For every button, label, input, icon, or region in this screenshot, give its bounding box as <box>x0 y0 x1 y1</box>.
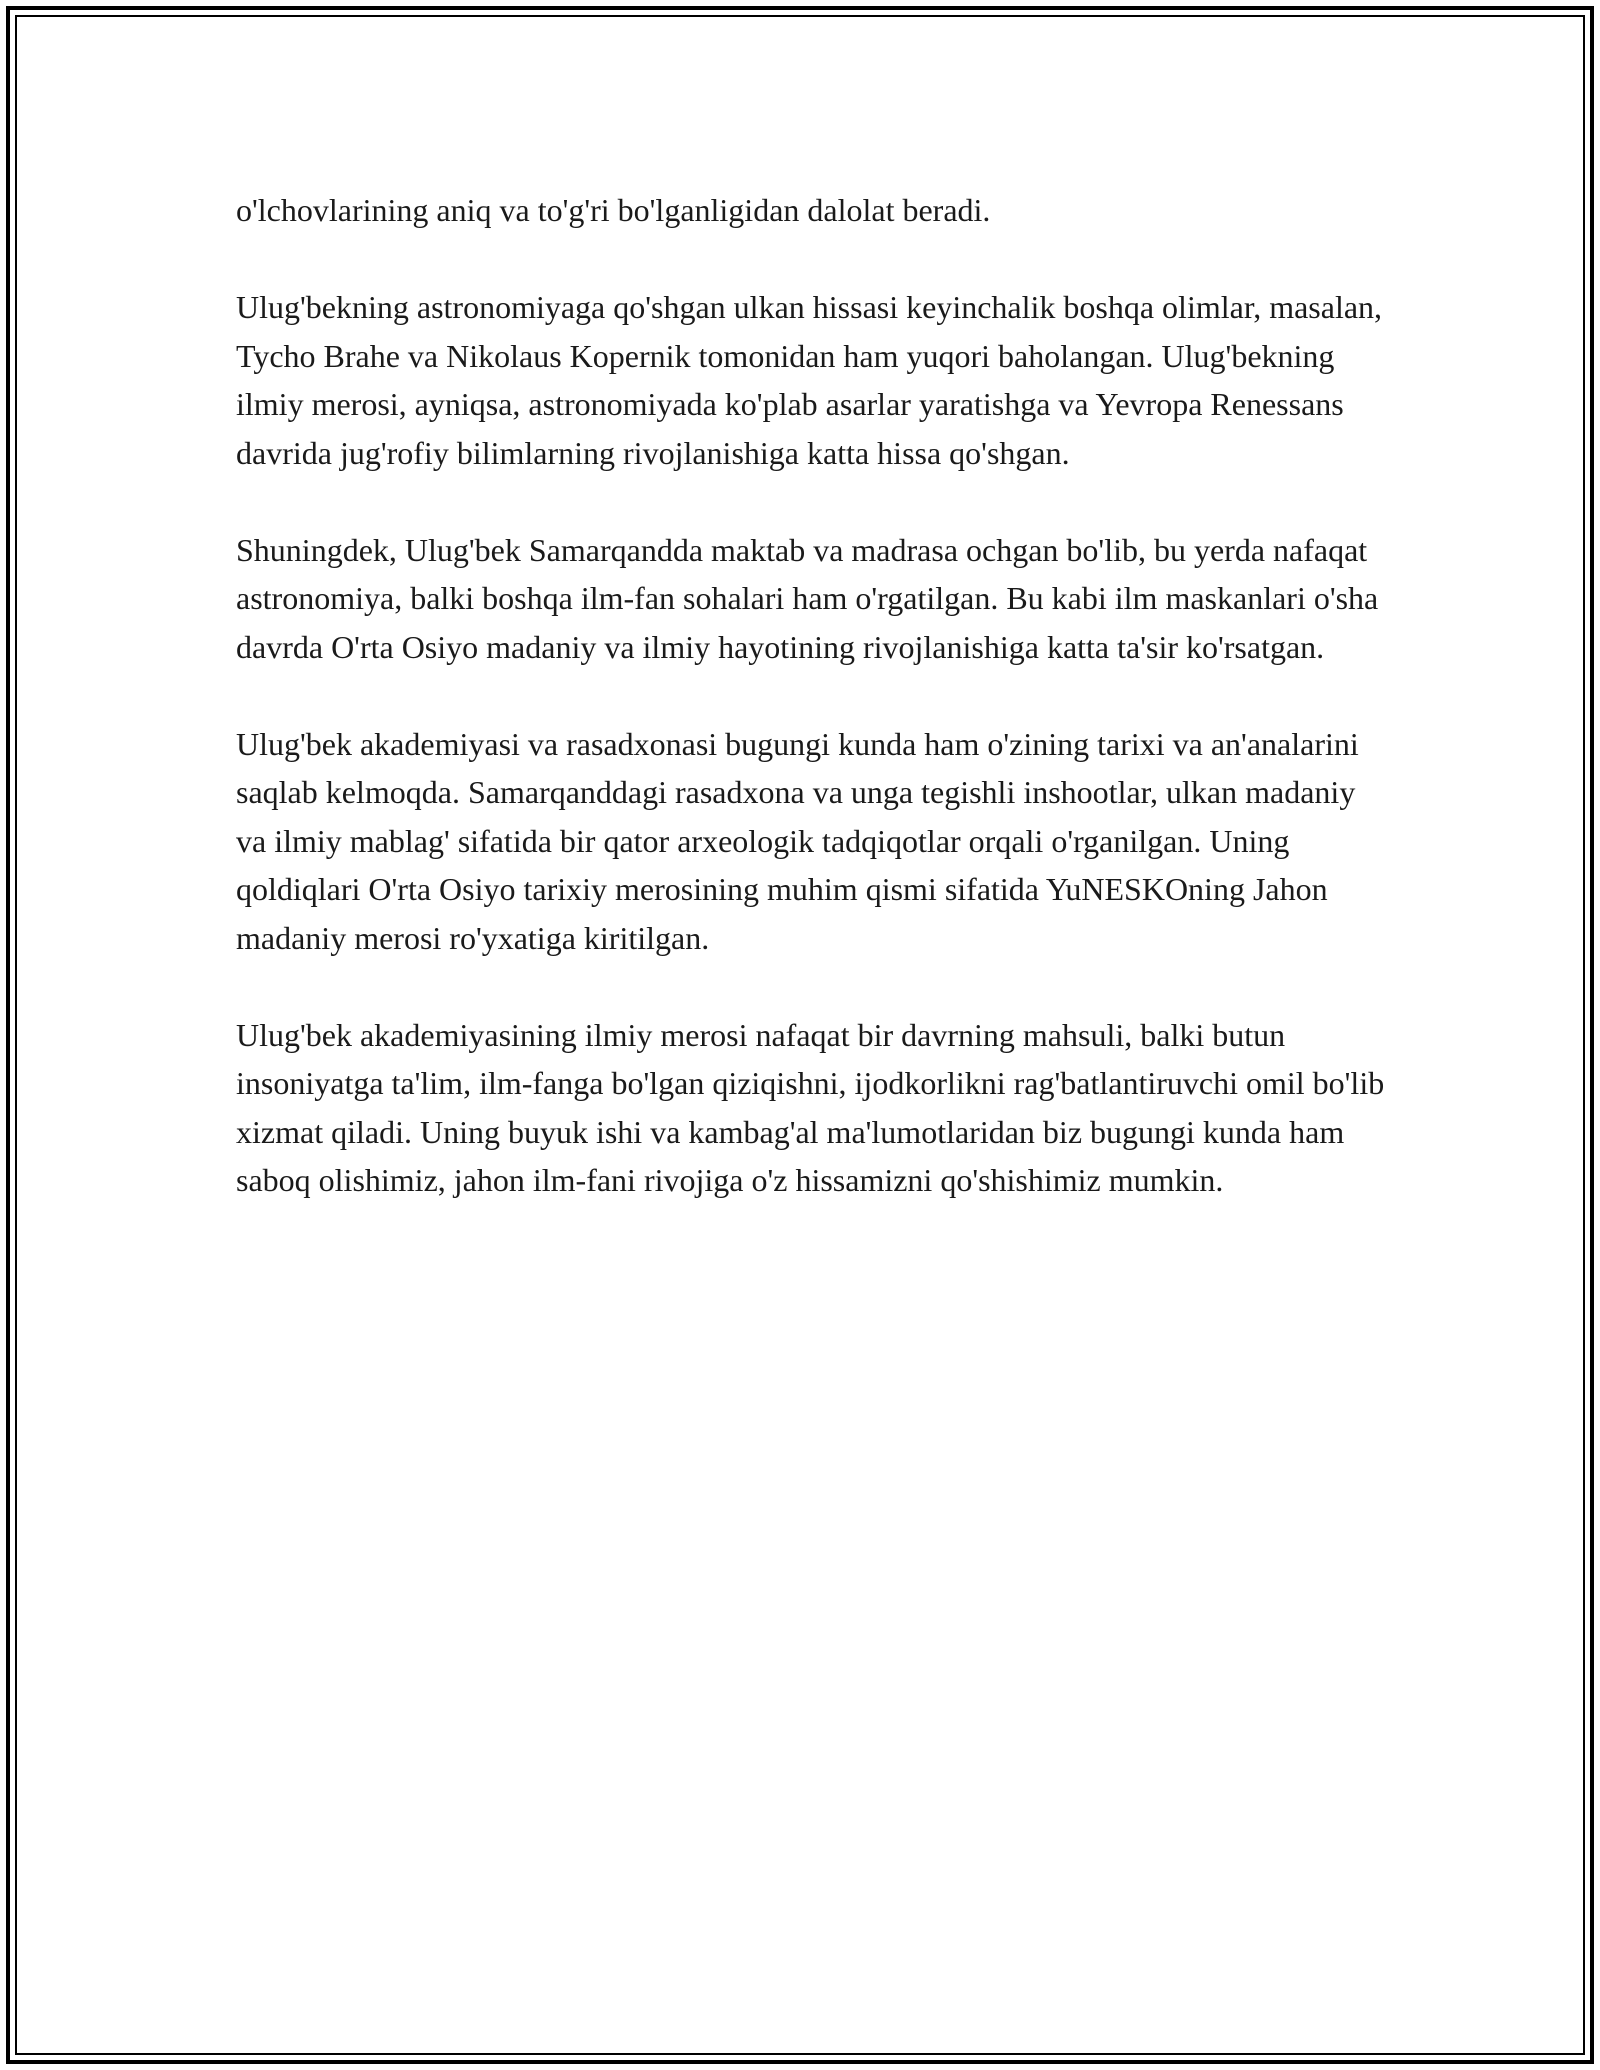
document-body <box>236 186 1386 1253</box>
paragraph-2: Ulug'bekning astronomiyaga qo'shgan ulkan hissasi keyinchalik boshqa olimlar, masalan, Tycho Brahe va Nikolaus Kopernik tomonidan ham yuqori baholangan. Ulug'bekning ilmiy merosi, ayniqsa, astronomiyada ko'plab asarlar yaratishga va Yevropa Renessans davrida jug'rofiy bilimlarning rivojlanishiga katta hissa qo'shgan. <box>236 289 1383 471</box>
paragraph-3: Shuningdek, Ulug'bek Samarqandda maktab va madrasa ochgan bo'lib, bu yerda nafaqat astronomiya, balki boshqa ilm-fan sohalari ham o'rgatilgan. Bu kabi ilm maskanlari o'sha davrda O'rta Osiyo madaniy va ilmiy hayotining rivojlanishiga katta ta'sir ko'rsatgan. <box>236 531 1379 665</box>
paragraph-4: Ulug'bek akademiyasi va rasadxonasi bugungi kunda ham o'zining tarixi va an'analarini saqlab kelmoqda. Samarqanddagi rasadxona va unga tegishli inshootlar, ulkan madaniy va ilmiy mablag' sifatida bir qator arxeologik tadqiqotlar orqali o'rganilgan. Uning qoldiqlari O'rta Osiyo tarixiy merosining muhim qismi sifatida YuNESKOning Jahon madaniy merosi ro'yxatiga kiritilgan. <box>236 725 1359 956</box>
paragraph-1: o'lchovlarining aniq va to'g'ri bo'lganligidan dalolat beradi. <box>236 192 991 228</box>
paragraph-5: Ulug'bek akademiyasining ilmiy merosi nafaqat bir davrning mahsuli, balki butun insoniyatga ta'lim, ilm-fanga bo'lgan qiziqishni, ijodkorlikni rag'batlantiruvchi omil bo'lib xizmat qiladi. Uning buyuk ishi va kambag'al ma'lumotlaridan biz bugungi kunda ham saboq olishimiz, jahon ilm-fani rivojiga o'z hissamizni qo'shishimiz mumkin. <box>236 1016 1385 1198</box>
